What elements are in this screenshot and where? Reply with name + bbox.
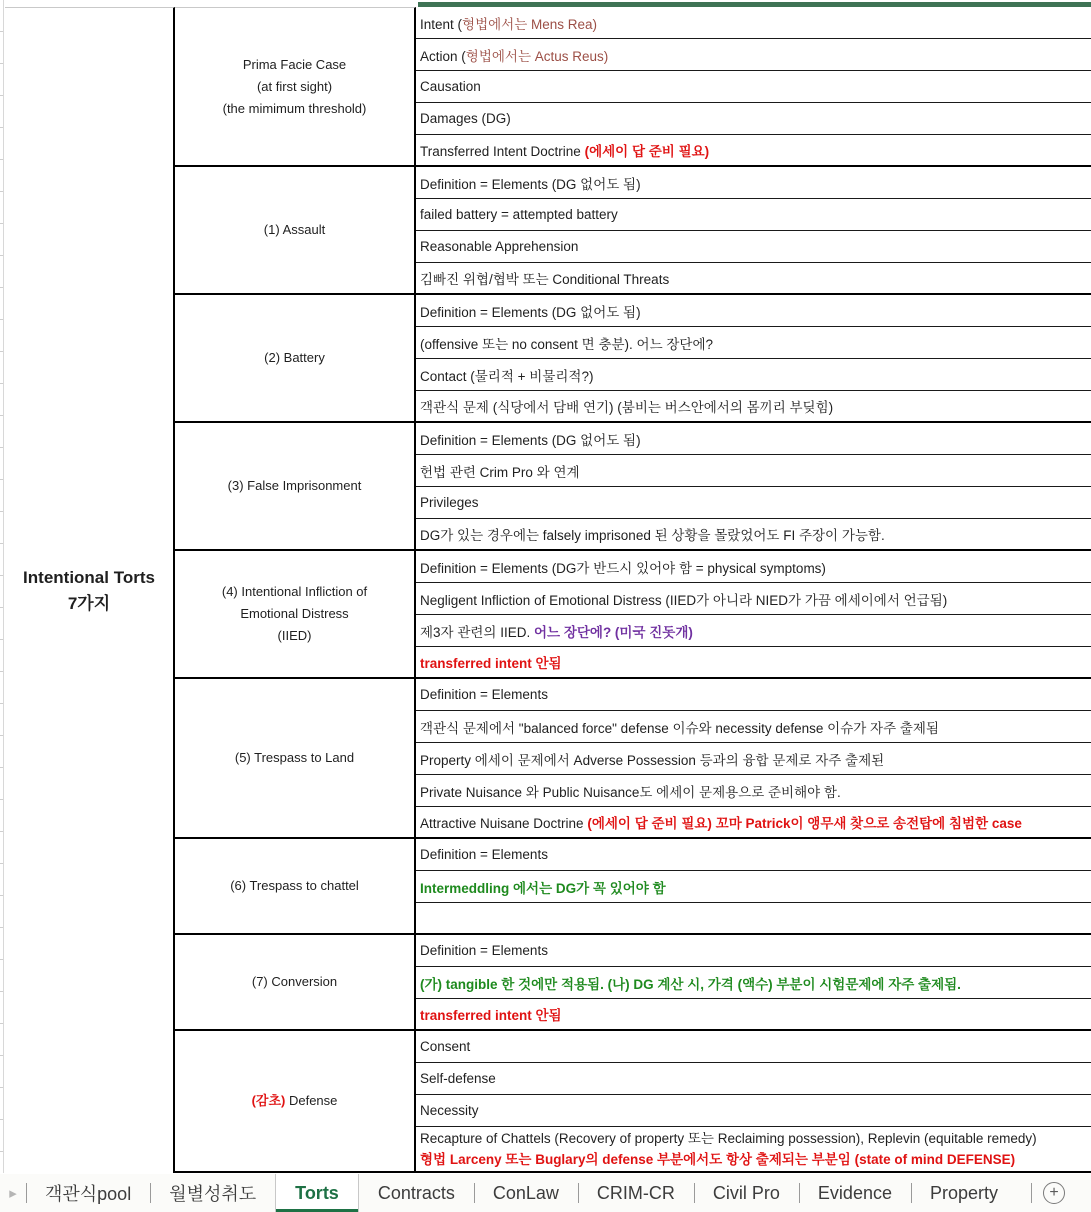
section-rows: [416, 839, 1091, 933]
section-rows: [416, 1031, 1091, 1171]
row-line: [420, 1039, 470, 1054]
text-segment: Intermeddling 에서는 DG가 꼭 있어야 함: [420, 880, 666, 896]
sheet-nav-arrow-icon[interactable]: ▸: [9, 1185, 17, 1202]
text-segment: Definition = Elements: [420, 943, 548, 958]
row-line: [420, 301, 641, 321]
text-segment: (5) Trespass to Land: [234, 750, 355, 765]
table-row[interactable]: [416, 519, 1091, 549]
section-label-line: [235, 747, 354, 769]
text-segment: (4) Intentional Infliction of: [221, 584, 368, 599]
row-line: [420, 13, 597, 33]
row-line: [420, 396, 833, 416]
sheet-tab-civil-pro[interactable]: Civil Pro: [694, 1174, 799, 1212]
row-line: [420, 1004, 562, 1024]
left-header-line: Intentional Torts: [23, 567, 155, 587]
table-row[interactable]: [416, 999, 1091, 1029]
table-row[interactable]: [416, 679, 1091, 711]
text-segment: Definition = Elements (DG 없어도 됨): [420, 176, 641, 192]
table-row[interactable]: [416, 295, 1091, 327]
row-line: [420, 429, 641, 449]
section-label-line: [264, 219, 325, 241]
section-rows: [416, 679, 1091, 837]
text-segment: Defense: [285, 1093, 338, 1108]
left-header-line: 7가지: [67, 593, 111, 613]
section-label-line: [252, 1090, 338, 1112]
section-label-line: [223, 98, 367, 120]
row-line: [420, 621, 693, 641]
text-segment: (3) False Imprisonment: [227, 478, 362, 493]
table-row[interactable]: [416, 327, 1091, 359]
row-line: [420, 687, 548, 702]
row-line: [420, 812, 1022, 832]
row-line: [420, 943, 548, 958]
tort-section: [175, 1031, 1091, 1173]
text-segment: Definition = Elements (DG가 반드시 있어야 함 = physical symptoms): [420, 560, 826, 576]
text-segment: Damages (DG): [420, 111, 511, 126]
text-segment: 객관식 문제에서 "balanced force" defense 이슈와 necessity defense 이슈가 자주 출제됨: [420, 720, 939, 736]
row-line: [420, 524, 885, 544]
text-segment: (6) Trespass to chattel: [230, 878, 359, 893]
table-row[interactable]: [416, 167, 1091, 199]
table-row[interactable]: [416, 423, 1091, 455]
section-label-line: [252, 971, 337, 993]
tort-section: [175, 679, 1091, 839]
section-rows: [416, 295, 1091, 421]
table-row[interactable]: [416, 743, 1091, 775]
text-segment: 형법 Larceny 또는 Buglary의 defense 부분에서도 항상 출제되는 부분임 (state of mind DEFENSE): [420, 1152, 1016, 1167]
text-segment: Recapture of Chattels (Recovery of property 또는 Reclaiming possession), Replevin (equitable remedy): [420, 1131, 1037, 1146]
section-rows: [416, 551, 1091, 677]
table-row[interactable]: [416, 391, 1091, 421]
row-line: [420, 461, 580, 481]
table-row[interactable]: [416, 583, 1091, 615]
table-row[interactable]: [416, 807, 1091, 837]
section-label-line: [230, 875, 359, 897]
text-segment: Definition = Elements: [420, 847, 548, 862]
plus-icon: +: [1043, 1182, 1065, 1204]
table-row[interactable]: [416, 775, 1091, 807]
table-row[interactable]: [416, 967, 1091, 999]
row-line: [420, 557, 826, 577]
text-segment: (2) Battery: [264, 350, 325, 365]
table-row[interactable]: [416, 71, 1091, 103]
text-segment: failed battery = attempted battery: [420, 207, 618, 222]
text-segment: Intent (: [420, 16, 463, 32]
row-line: [420, 1149, 1015, 1170]
add-sheet-button[interactable]: [1031, 1174, 1077, 1212]
text-segment: (감초): [251, 1093, 286, 1108]
text-segment: Transferred Intent Doctrine: [420, 144, 585, 159]
text-segment: (7) Conversion: [251, 974, 338, 989]
section-label-line: [278, 625, 312, 647]
torts-table: [5, 7, 1091, 1173]
section-label-cell[interactable]: [175, 295, 416, 421]
text-segment: 객관식 문제 (식당에서 담배 연기) (붐비는 버스안에서의 몸끼리 부딪힘): [420, 400, 834, 415]
text-segment: Causation: [420, 79, 481, 94]
sheet-tab-property[interactable]: Property: [911, 1174, 1017, 1212]
table-row[interactable]: [416, 1063, 1091, 1095]
tort-section: [175, 295, 1091, 423]
row-line: [420, 111, 511, 126]
table-row[interactable]: [416, 1031, 1091, 1063]
section-label-line: [228, 475, 362, 497]
text-segment: Privileges: [420, 495, 479, 510]
table-row[interactable]: [416, 231, 1091, 263]
text-segment: (IIED): [277, 628, 312, 643]
sheet-tab-객관식pool[interactable]: 객관식pool: [26, 1174, 150, 1212]
text-segment: 김빠진 위협/협박 또는 Conditional Threats: [420, 272, 670, 287]
section-label-cell[interactable]: [175, 679, 416, 837]
text-segment: 헌법 관련 Crim Pro 와 연계: [420, 464, 580, 480]
row-line: [420, 781, 841, 801]
table-row[interactable]: [416, 263, 1091, 293]
table-row[interactable]: [416, 871, 1091, 903]
row-gutter: [0, 0, 4, 1173]
row-line: [420, 207, 618, 222]
sheet-tab-contracts[interactable]: Contracts: [377, 1182, 455, 1203]
sheet-tab-conlaw[interactable]: ConLaw: [474, 1174, 578, 1212]
text-segment: Negligent Infliction of Emotional Distress (IIED가 아니라 NIED가 가끔 에세이에서 언급됨): [420, 592, 948, 608]
text-segment: (at first sight): [256, 78, 333, 94]
row-line: [420, 268, 669, 288]
text-segment: 어느 장단에? (미국 진돗개): [533, 624, 693, 640]
row-line: [420, 1071, 496, 1086]
row-line: [420, 495, 479, 510]
sheet-tab-crim-cr[interactable]: CRIM-CR: [578, 1174, 694, 1212]
table-row[interactable]: [416, 199, 1091, 231]
row-line: [420, 45, 608, 65]
table-row[interactable]: [416, 487, 1091, 519]
section-rows: [416, 423, 1091, 549]
table-row[interactable]: [416, 903, 1091, 933]
section-label-cell[interactable]: [175, 423, 416, 549]
text-segment: Property 에세이 문제에서 Adverse Possession 등과의 융합 문제로 자주 출제된: [420, 752, 885, 768]
table-body: [175, 7, 1091, 1173]
text-segment: 제3자 관련의 IIED.: [420, 624, 534, 640]
table-row[interactable]: [416, 1127, 1091, 1171]
text-segment: (에세이 답 준비 필요): [584, 144, 710, 159]
text-segment: Necessity: [420, 1103, 479, 1118]
tort-section: [175, 7, 1091, 167]
tort-section: [175, 935, 1091, 1031]
sheet-tab-월별성취도[interactable]: 월별성취도: [150, 1174, 275, 1212]
text-segment: transferred intent 안됨: [420, 1008, 562, 1023]
table-row[interactable]: [416, 7, 1091, 39]
text-segment: Private Nuisance 와 Public Nuisance도 에세이 문제용으로 준비해야 함.: [420, 784, 841, 800]
section-label-cell[interactable]: [175, 1031, 416, 1171]
sheet-tab-bar: [0, 1174, 1091, 1212]
tort-section: [175, 551, 1091, 679]
section-label-cell[interactable]: [175, 839, 416, 933]
text-segment: Definition = Elements (DG 없어도 됨): [420, 432, 641, 448]
text-segment: Definition = Elements: [420, 687, 548, 702]
section-label-cell[interactable]: [175, 7, 416, 165]
text-segment: Attractive Nuisane Doctrine: [420, 816, 588, 831]
text-segment: Reasonable Apprehension: [420, 239, 579, 254]
text-segment: transferred intent 안됨: [420, 656, 562, 671]
text-segment: (offensive 또는 no consent 면 충분). 어느 장단에?: [420, 336, 714, 352]
table-row[interactable]: [416, 935, 1091, 967]
row-line: [420, 239, 578, 254]
text-segment: 형법에서는 Actus Reus): [465, 48, 609, 64]
section-label-line: [264, 347, 325, 369]
row-line: [420, 877, 666, 897]
sheet-tab-torts[interactable]: Torts: [275, 1174, 359, 1212]
table-row[interactable]: [416, 455, 1091, 487]
text-segment: (the mimimum threshold): [222, 100, 367, 116]
text-segment: Prima Facie Case: [242, 56, 347, 72]
text-segment: Emotional Distress: [240, 606, 349, 621]
table-row[interactable]: [416, 839, 1091, 871]
table-row[interactable]: [416, 135, 1091, 165]
table-row[interactable]: [416, 39, 1091, 71]
row-line: [420, 79, 481, 94]
tort-section: [175, 423, 1091, 551]
section-label-cell[interactable]: [175, 935, 416, 1029]
table-row[interactable]: [416, 359, 1091, 391]
section-label-line: [222, 581, 367, 603]
section-rows: [416, 167, 1091, 293]
text-segment: (에세이 답 준비 필요) 꼬마 Patrick이 앵무새 찾으로 송전탑에 침범한 case: [587, 816, 1022, 831]
row-line: [420, 973, 961, 993]
section-label-line: [240, 603, 348, 625]
row-line: [420, 589, 947, 609]
row-line: [420, 1128, 1037, 1149]
text-segment: Contact (물리적 + 비물리적?): [420, 368, 594, 384]
section-label-cell[interactable]: [175, 167, 416, 293]
table-row[interactable]: [416, 103, 1091, 135]
table-row[interactable]: [416, 615, 1091, 647]
section-label-cell[interactable]: [175, 551, 416, 677]
text-segment: Consent: [420, 1039, 471, 1054]
row-line: [420, 749, 884, 769]
row-line: [420, 365, 593, 385]
text-segment: Action (: [420, 48, 466, 64]
text-segment: (1) Assault: [263, 222, 326, 237]
left-header-cell[interactable]: [5, 7, 175, 1173]
text-segment: 형법에서는 Mens Rea): [462, 16, 598, 32]
row-line: [420, 173, 641, 193]
table-row[interactable]: [416, 647, 1091, 677]
text-segment: Definition = Elements (DG 없어도 됨): [420, 304, 641, 320]
table-row[interactable]: [416, 1095, 1091, 1127]
text-segment: (가) tangible 한 것에만 적용됨. (나) DG 계산 시, 가격 (액수) 부분이 시험문제에 자주 출제됨.: [420, 976, 961, 992]
text-segment: DG가 있는 경우에는 falsely imprisoned 된 상황을 몰랐었어도 FI 주장이 가능함.: [420, 528, 885, 543]
tort-section: [175, 167, 1091, 295]
tort-section: [175, 839, 1091, 935]
text-segment: Self-defense: [420, 1071, 496, 1086]
row-line: [420, 1103, 479, 1118]
section-label-line: [243, 54, 346, 76]
row-line: [420, 717, 939, 737]
table-row[interactable]: [416, 711, 1091, 743]
row-line: [420, 847, 548, 862]
row-line: [420, 333, 713, 353]
row-line: [420, 652, 562, 672]
sheet-tab-evidence[interactable]: Evidence: [799, 1174, 911, 1212]
row-line: [420, 140, 709, 160]
section-label-line: [257, 76, 332, 98]
section-rows: [416, 935, 1091, 1029]
section-rows: [416, 7, 1091, 165]
table-row[interactable]: [416, 551, 1091, 583]
